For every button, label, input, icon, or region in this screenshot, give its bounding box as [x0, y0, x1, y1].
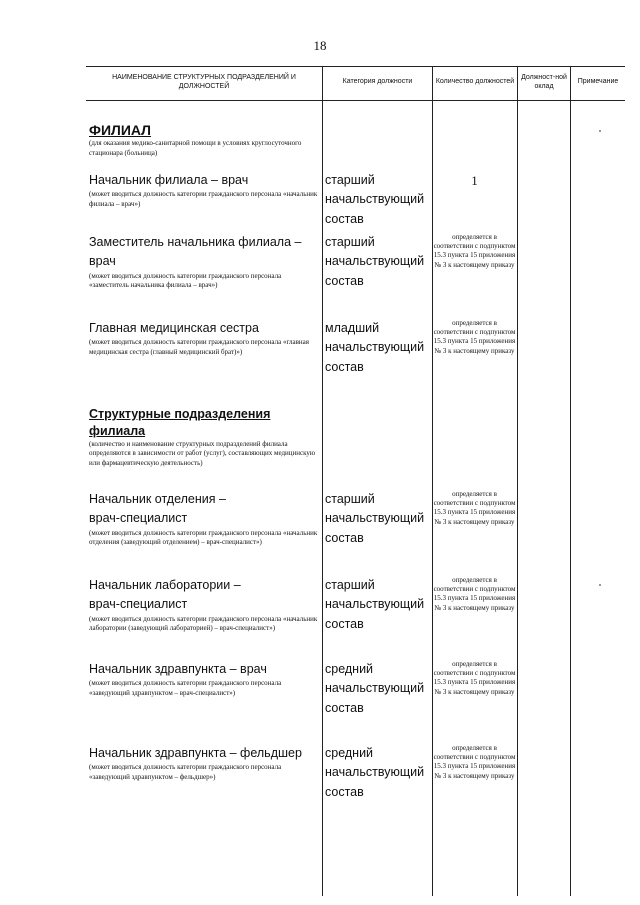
position-category: старший начальствующий состав — [325, 173, 425, 226]
position-quantity: определяется в соответствии с подпунктом 15.3 пункта 15 приложения № 3 к настоящему приказу — [433, 319, 516, 355]
position-note: (может вводиться должность категории гражданского персонала «заместитель начальника филиала – врач») — [89, 271, 282, 290]
position-quantity: 1 — [471, 173, 478, 188]
section-subtitle: (для оказания медико-санитарной помощи в условиях круглосуточного стационара (больница) — [89, 139, 302, 157]
position-quantity: определяется в соответствии с подпунктом 15.3 пункта 15 приложения № 3 к настоящему приказу — [433, 744, 516, 780]
header-col-note: Примечание — [577, 78, 619, 86]
section-title: Структурные подразделения филиала — [89, 407, 271, 438]
position-quantity: определяется в соответствии с подпунктом 15.3 пункта 15 приложения № 3 к настоящему приказу — [433, 233, 516, 269]
col-divider-4 — [570, 66, 571, 896]
position-name: Начальник филиала – врач — [89, 173, 249, 187]
section-title: ФИЛИАЛ — [89, 122, 152, 138]
col-divider-3 — [517, 66, 518, 896]
position-note: (может вводиться должность категории гражданского персонала «заведующий здравпунктом – фельдшер») — [89, 763, 282, 781]
header-col-name: НАИМЕНОВАНИЕ СТРУКТУРНЫХ ПОДРАЗДЕЛЕНИЙ И ДОЛЖНОСТЕЙ — [112, 74, 296, 90]
position-note: (может вводиться должность категории гражданского персонала «главная медицинская сестра (главный медицинский брат)») — [89, 338, 309, 356]
position-quantity: определяется в соответствии с подпунктом 15.3 пункта 15 приложения № 3 к настоящему приказу — [433, 490, 516, 526]
page-number: 18 — [313, 38, 327, 53]
position-name: Начальник здравпункта – фельдшер — [89, 746, 302, 760]
scan-speck — [599, 130, 601, 132]
header-bottom-border — [86, 100, 625, 101]
position-category: старший начальствующий состав — [325, 235, 425, 288]
position-name: Главная медицинская сестра — [89, 321, 259, 335]
header-col-quantity: Количество должностей — [435, 78, 515, 86]
position-quantity: определяется в соответствии с подпунктом 15.3 пункта 15 приложения № 3 к настоящему приказу — [433, 576, 516, 612]
position-name: Начальник отделения – врач-специалист — [89, 492, 226, 526]
section-subtitle: (количество и наименование структурных подразделений филиала определяются в зависимости от работ (услуг), составляющих медицинскую или фармацевтическую деятельность) — [89, 439, 316, 467]
position-note: (может вводиться должность категории гражданского персонала «заведующий здравпунктом – врач-специалист») — [89, 679, 282, 697]
position-quantity: определяется в соответствии с подпунктом 15.3 пункта 15 приложения № 3 к настоящему приказу — [433, 660, 516, 696]
position-name: Начальник лаборатории – врач-специалист — [89, 578, 241, 612]
position-note: (может вводиться должность категории гражданского персонала «начальник лаборатории (заведующий лабораторией) – врач-специалист») — [89, 614, 318, 633]
col-divider-1 — [322, 66, 323, 896]
position-category: старший начальствующий состав — [325, 492, 425, 545]
header-col-salary: Должност-ной оклад — [521, 74, 567, 90]
scan-speck — [599, 584, 601, 586]
position-category: средний начальствующий состав — [325, 662, 425, 715]
position-note: (может вводиться должность категории гражданского персонала «начальник филиала – врач») — [89, 190, 318, 208]
position-name: Начальник здравпункта – врач — [89, 662, 267, 676]
position-category: младший начальствующий состав — [325, 321, 425, 374]
position-note: (может вводиться должность категории гражданского персонала «начальник отделения (заведующий отделением) – врач-специалист») — [89, 528, 318, 547]
staff-table — [86, 66, 625, 896]
position-category: старший начальствующий состав — [325, 578, 425, 631]
position-name: Заместитель начальника филиала – врач — [89, 235, 302, 269]
position-category: средний начальствующий состав — [325, 746, 425, 799]
header-col-category: Категория должности — [342, 78, 413, 86]
